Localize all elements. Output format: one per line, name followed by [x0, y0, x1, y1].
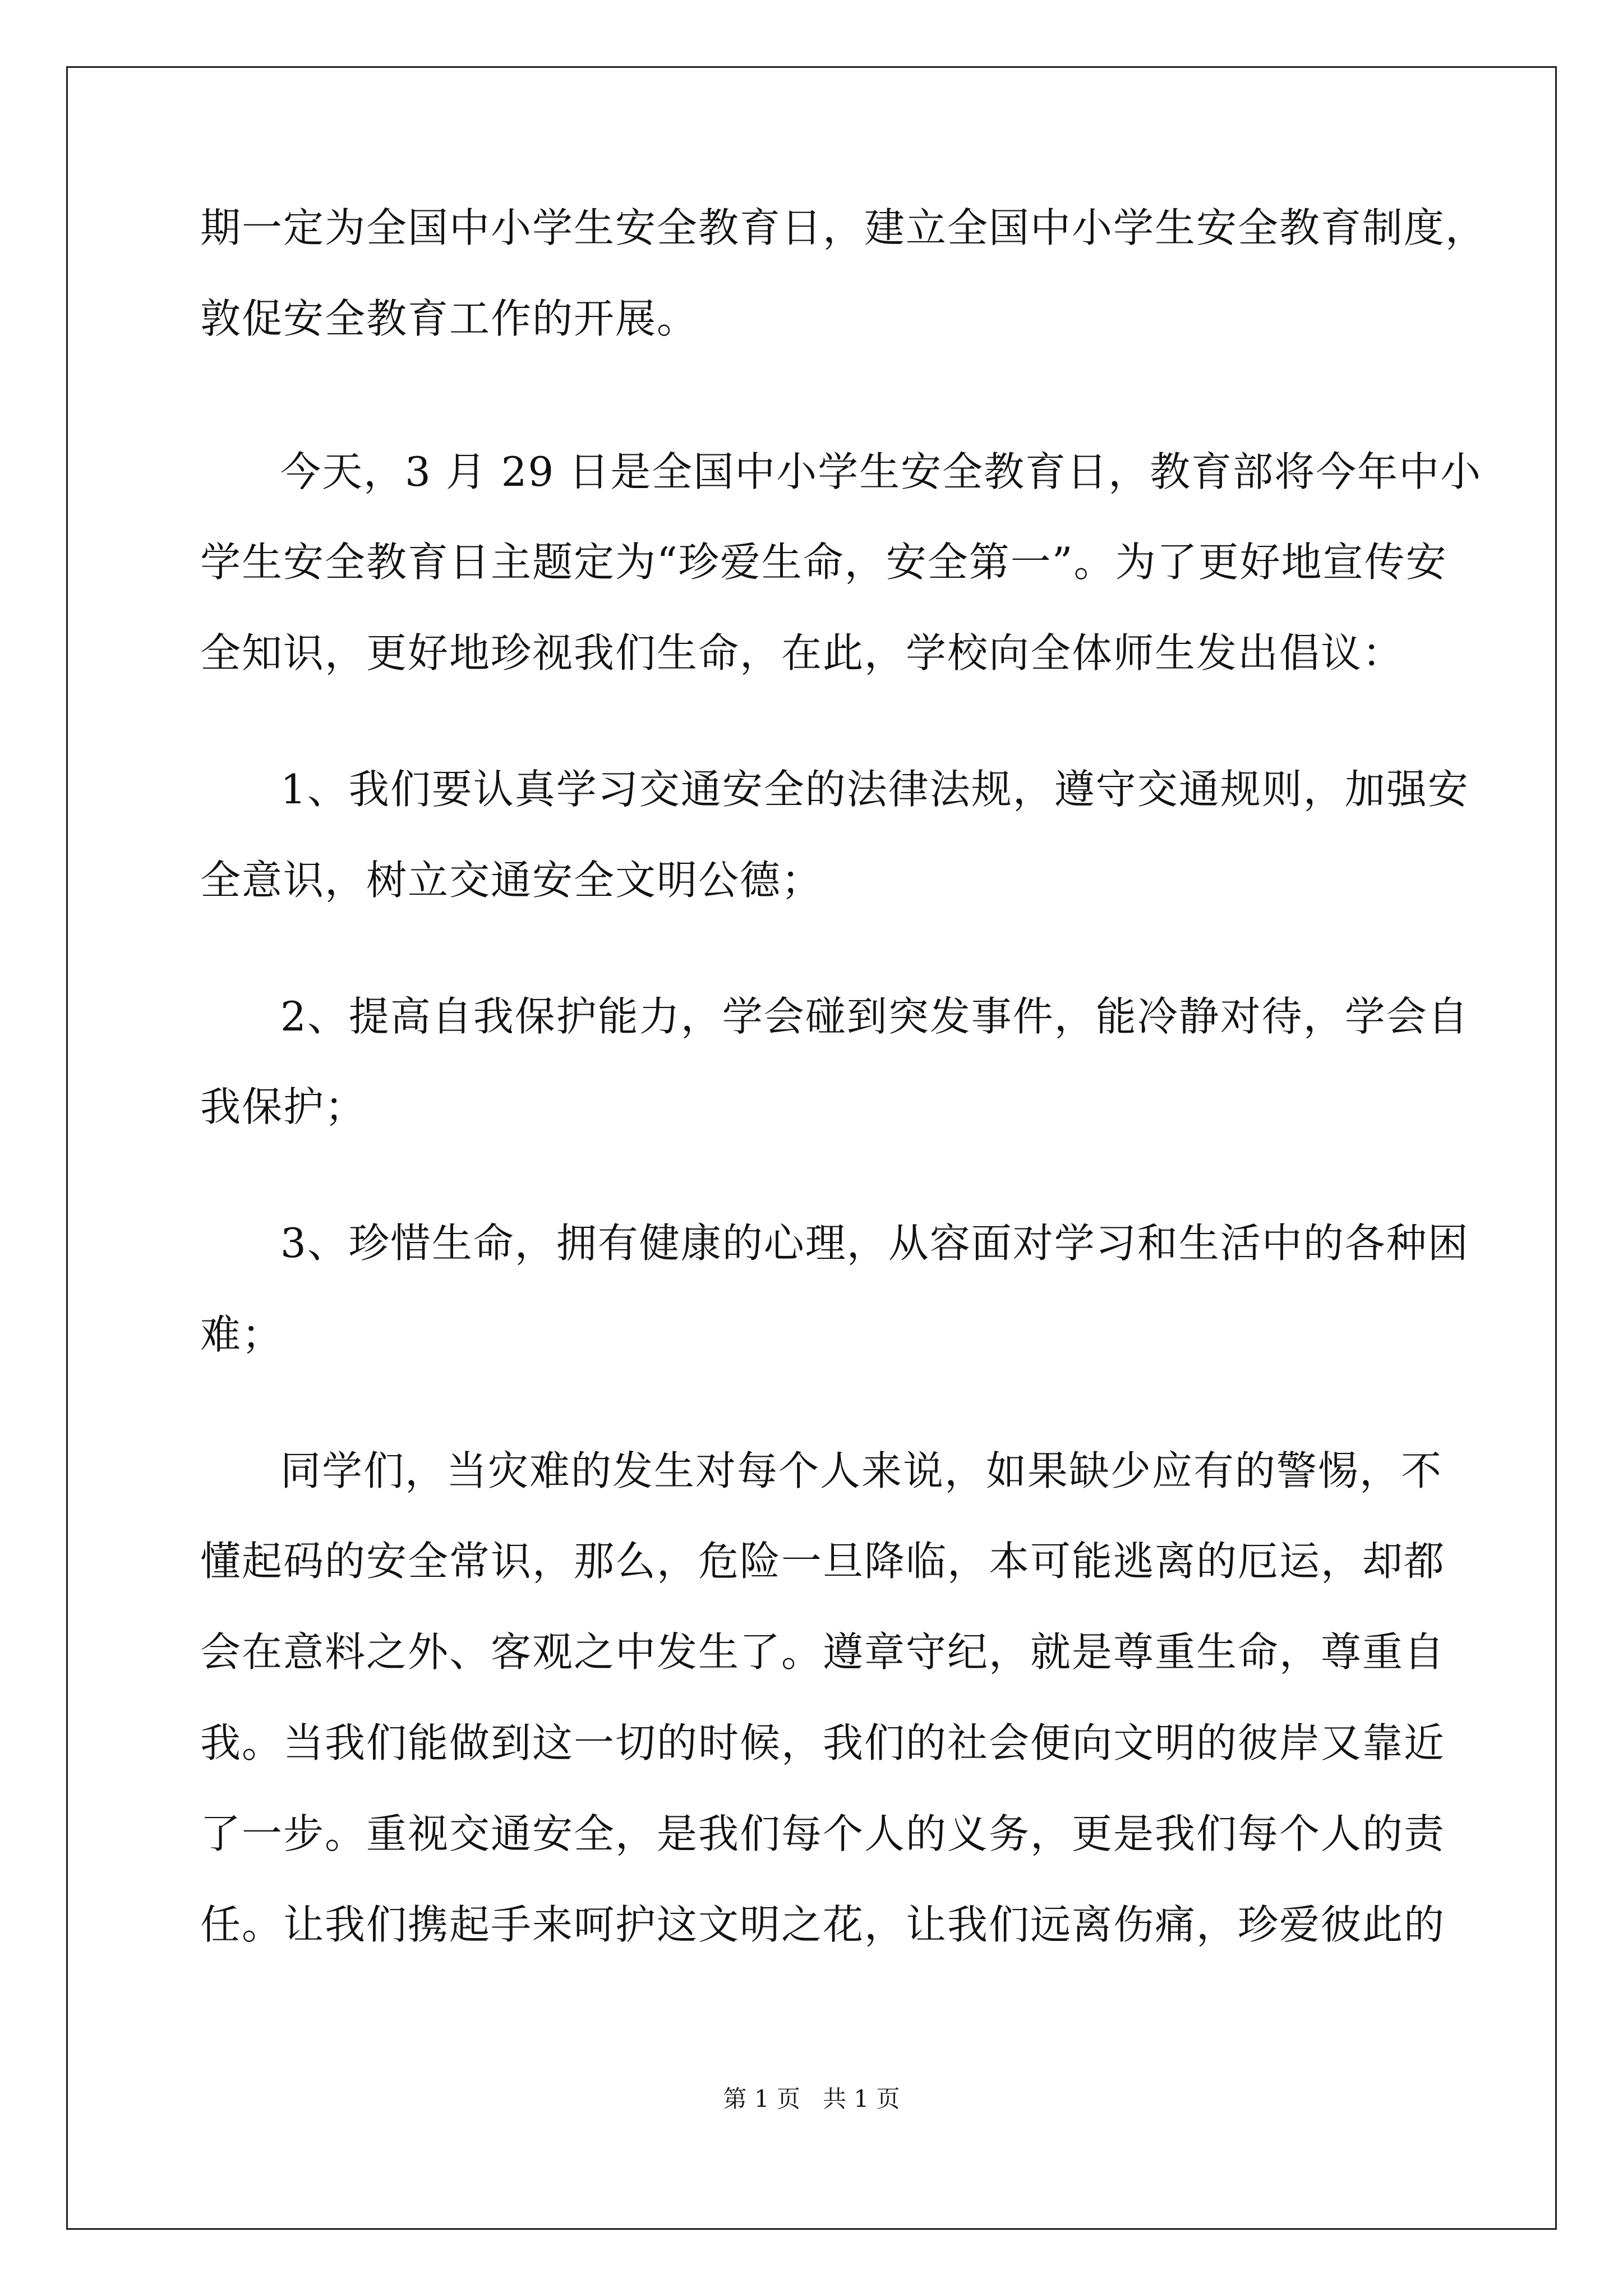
- text-line: 今天，3 月 29 日是全国中小学生安全教育日，教育部将今年中小: [280, 448, 1482, 495]
- text-line: 2、提高自我保护能力，学会碰到突发事件，能冷静对待，学会自: [280, 993, 1469, 1040]
- text-line: 全意识，树立交通安全文明公德；: [200, 857, 823, 904]
- page-footer: 第 1 页 共 1 页: [723, 2085, 900, 2113]
- text-line: 我保护；: [200, 1083, 367, 1130]
- text-line: 敦促安全教育工作的开展。: [200, 295, 699, 342]
- text-line: 学生安全教育日主题定为“珍爱生命，安全第一”。为了更好地宣传安: [200, 539, 1447, 586]
- text-line: 难；: [200, 1311, 284, 1358]
- text-line: 3、珍惜生命，拥有健康的心理，从容面对学习和生活中的各种困: [280, 1220, 1469, 1267]
- text-line: 任。让我们携起手来呵护这文明之花，让我们远离伤痛，珍爱彼此的: [200, 1901, 1446, 1948]
- text-line: 1、我们要认真学习交通安全的法律法规，遵守交通规则，加强安: [280, 766, 1469, 813]
- text-line: 懂起码的安全常识，那么，危险一旦降临，本可能逃离的厄运，却都: [200, 1538, 1446, 1585]
- text-line: 我。当我们能做到这一切的时候，我们的社会便向文明的彼岸又靠近: [200, 1719, 1446, 1766]
- text-line: 会在意料之外、客观之中发生了。遵章守纪，就是尊重生命，尊重自: [200, 1628, 1446, 1676]
- text-line: 了一步。重视交通安全，是我们每个人的义务，更是我们每个人的责: [200, 1810, 1446, 1857]
- text-line: 同学们，当灾难的发生对每个人来说，如果缺少应有的警惕，不: [280, 1447, 1443, 1494]
- text-line: 期一定为全国中小学生安全教育日，建立全国中小学生安全教育制度，: [200, 204, 1487, 251]
- text-line: 全知识，更好地珍视我们生命，在此，学校向全体师生发出倡议：: [200, 629, 1404, 677]
